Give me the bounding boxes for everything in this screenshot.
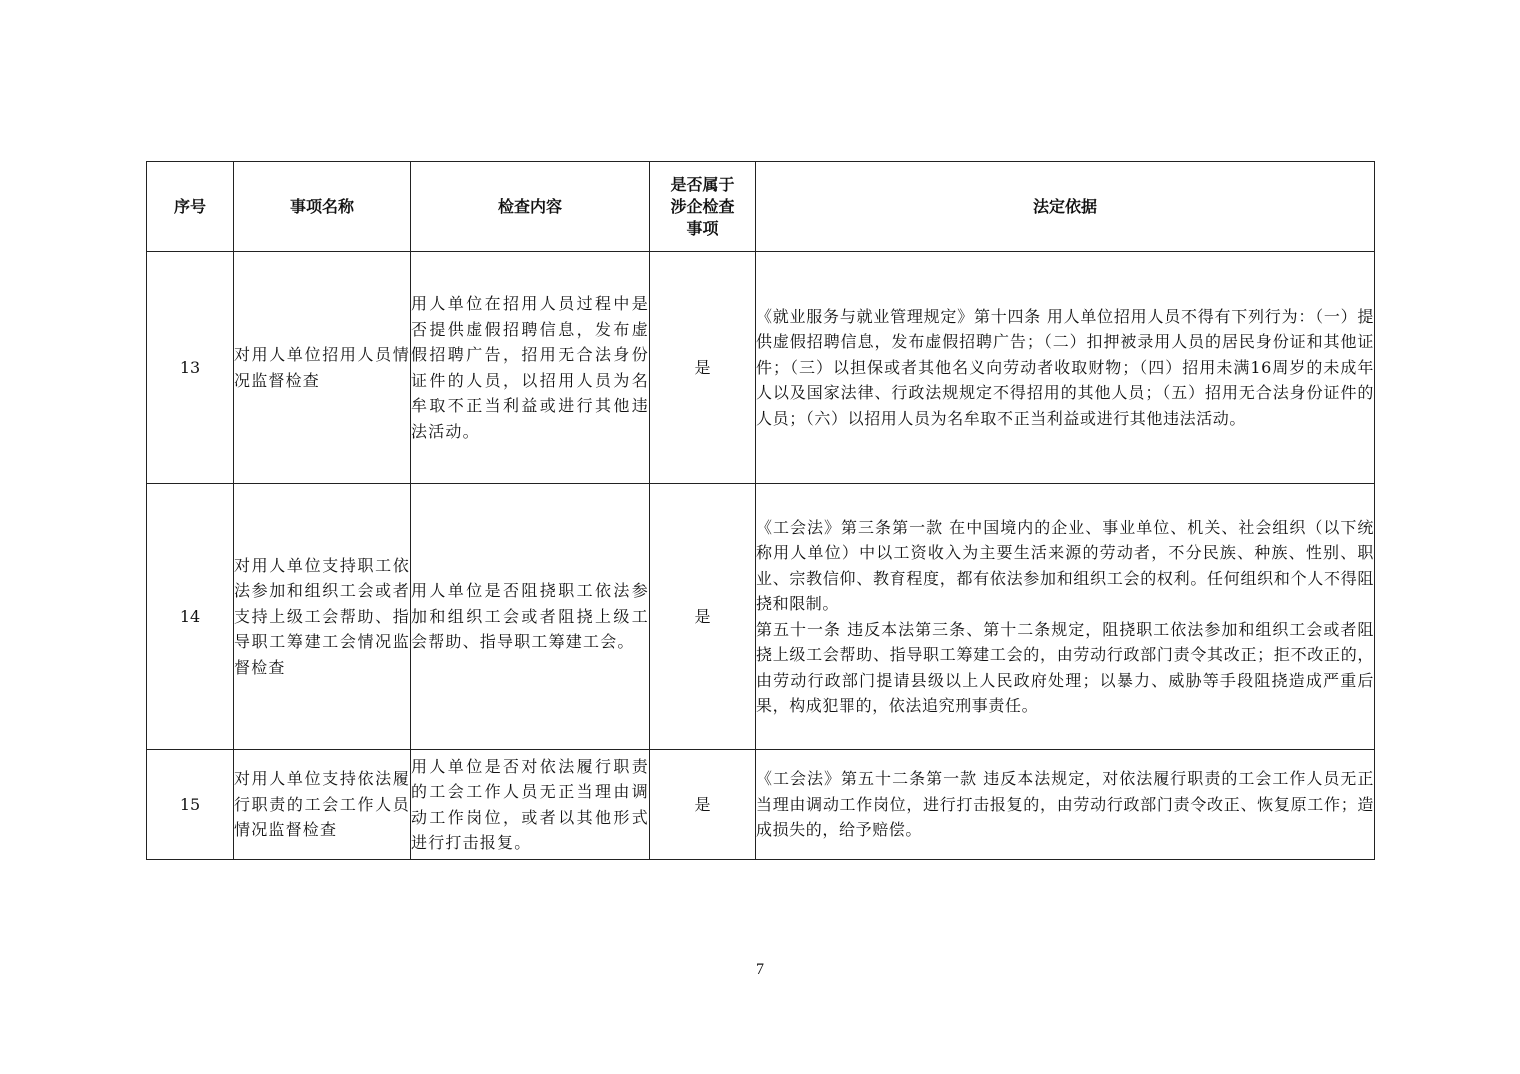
row-inspection-content: 用人单位在招用人员过程中是否提供虚假招聘信息，发布虚假招聘广告，招用无合法身份证件的人员，以招用人员为名牟取不正当利益或进行其他违法活动。: [411, 252, 650, 484]
legal-basis-paragraph: 《就业服务与就业管理规定》第十四条 用人单位招用人员不得有下列行为：（一）提供虚假招聘信息，发布虚假招聘广告；（二）扣押被录用人员的居民身份证和其他证件；（三）以担保或者其他名义向劳动者收取财物；（四）招用未满16周岁的未成年人以及国家法律、行政法规规定不得招用的其他人员；（五）招用无合法身份证件的人员；（六）以招用人员为名牟取不正当利益或进行其他违法活动。: [756, 306, 1374, 428]
legal-basis-paragraph: 《工会法》第五十二条第一款 违反本法规定，对依法履行职责的工会工作人员无正当理由调动工作岗位，进行打击报复的，由劳动行政部门责令改正、恢复原工作；造成损失的，给予赔偿。: [756, 769, 1374, 840]
table-row: [147, 484, 1375, 750]
inspection-items-table: [146, 161, 1375, 860]
row-item-name: 对用人单位支持职工依法参加和组织工会或者支持上级工会帮助、指导职工筹建工会情况监督检查: [234, 484, 411, 750]
row-inspection-content: 用人单位是否阻挠职工依法参加和组织工会或者阻挠上级工会帮助、指导职工筹建工会。: [411, 484, 650, 750]
row-inspection-content: 用人单位是否对依法履行职责的工会工作人员无正当理由调动工作岗位，或者以其他形式进行打击报复。: [411, 750, 650, 860]
row-item-name: 对用人单位招用人员情况监督检查: [234, 252, 411, 484]
row-enterprise-flag: 是: [650, 252, 756, 484]
header-legal-basis: 法定依据: [756, 162, 1375, 252]
row-enterprise-flag: 是: [650, 484, 756, 750]
header-inspection-content: 检查内容: [411, 162, 650, 252]
row-seq: 15: [147, 750, 234, 860]
row-enterprise-flag: 是: [650, 750, 756, 860]
row-legal-basis: [756, 484, 1375, 750]
legal-basis-paragraph: 《工会法》第三条第一款 在中国境内的企业、事业单位、机关、社会组织（以下统称用人单位）中以工资收入为主要生活来源的劳动者，不分民族、种族、性别、职业、宗教信仰、教育程度，都有依法参加和组织工会的权利。任何组织和个人不得阻挠和限制。: [756, 517, 1374, 613]
table-row: [147, 252, 1375, 484]
header-enterprise-line-1: 是否属于: [670, 174, 735, 194]
header-item-name: 事项名称: [234, 162, 411, 252]
row-legal-basis: [756, 252, 1375, 484]
page-number: 7: [756, 961, 764, 978]
header-enterprise-line-2: 涉企检查: [670, 196, 735, 216]
legal-basis-paragraph: 第五十一条 违反本法第三条、第十二条规定，阻挠职工依法参加和组织工会或者阻挠上级工会帮助、指导职工筹建工会的，由劳动行政部门责令其改正；拒不改正的，由劳动行政部门提请县级以上人民政府处理；以暴力、威胁等手段阻挠造成严重后果，构成犯罪的，依法追究刑事责任。: [756, 619, 1374, 715]
row-legal-basis: [756, 750, 1375, 860]
header-seq: 序号: [147, 162, 234, 252]
row-seq: 14: [147, 484, 234, 750]
table-header-row: [147, 162, 1375, 252]
row-seq: 13: [147, 252, 234, 484]
row-item-name: 对用人单位支持依法履行职责的工会工作人员情况监督检查: [234, 750, 411, 860]
header-enterprise-line-3: 事项: [686, 218, 719, 238]
header-enterprise-related: [650, 162, 756, 252]
table-row: [147, 750, 1375, 860]
